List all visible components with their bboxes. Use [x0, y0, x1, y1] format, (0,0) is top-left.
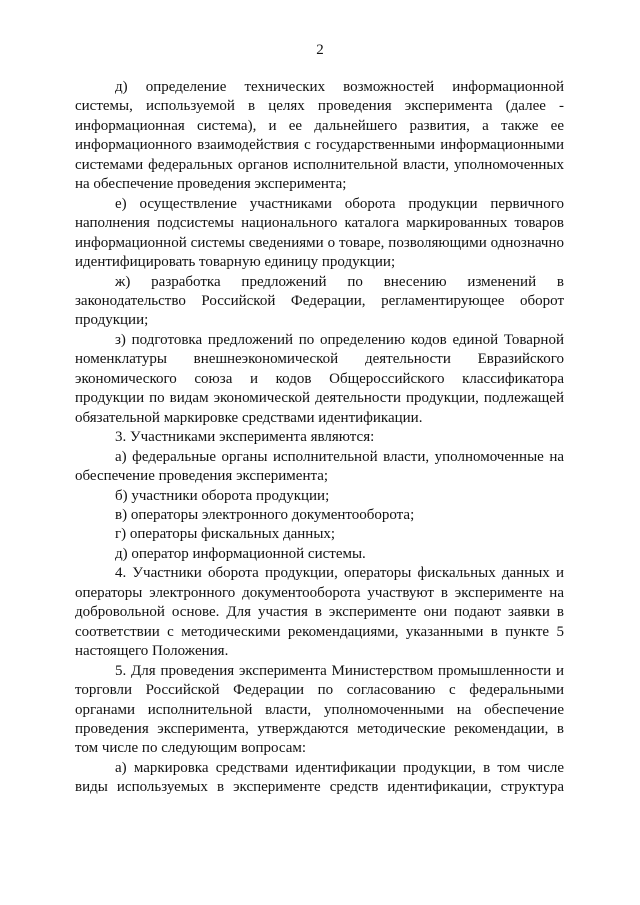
paragraph-3d-system-operator: д) оператор информационной системы. [115, 545, 366, 562]
paragraph-z-classification-codes: з) подготовка предложений по определению кодов единой Товарной номенклатуры внешнеэкономической деятельности Евразийского экономического союза и кодов Общероссийского классификатора продукции по видам экономической деятельности продукции, подлежащей обязательной маркировке средствами идентификации. [75, 331, 564, 426]
paragraph-3a-federal-bodies: а) федеральные органы исполнительной власти, уполномоченные на обеспечение проведения эксперимента; [75, 448, 564, 485]
paragraph-4-voluntary-participation: 4. Участники оборота продукции, операторы фискальных данных и операторы электронного документооборота участвуют в эксперименте на добровольной основе. Для участия в эксперименте они подают заявки в соответствии с методическими рекомендациями, указанными в пункте 5 настоящего Положения. [75, 565, 564, 660]
paragraph-zh-legislation-proposals: ж) разработка предложений по внесению изменений в законодательство Российской Федерации, регламентирующее оборот продукции; [75, 273, 564, 329]
paragraph-3-participants-heading: 3. Участниками эксперимента являются: [115, 429, 375, 446]
document-body [75, 78, 564, 798]
paragraph-3b-turnover-participants: б) участники оборота продукции; [115, 487, 330, 504]
paragraph-3v-edo-operators: в) операторы электронного документооборота; [115, 506, 415, 523]
paragraph-3g-fiscal-operators: г) операторы фискальных данных; [115, 526, 336, 543]
paragraph-5-methodical-recommendations: 5. Для проведения эксперимента Министерством промышленности и торговли Российской Федерации по согласованию с федеральными органами исполнительной власти, уполномоченными на обеспечение проведения эксперимента, утверждаются методические рекомендации, в том числе по следующим вопросам: [75, 662, 564, 757]
paragraph-5a-marking-means: а) маркировка средствами идентификации продукции, в том числе виды используемых в эксперименте средств идентификации, структура [75, 759, 564, 796]
paragraph-e-catalog-filling: е) осуществление участниками оборота продукции первичного наполнения подсистемы национального каталога маркированных товаров информационной системы сведениями о товаре, позволяющими однозначно идентифицировать товарную единицу продукции; [75, 195, 564, 271]
page-number: 2 [316, 42, 324, 58]
paragraph-d-technical-capabilities: д) определение технических возможностей информационной системы, используемой в целях проведения эксперимента (далее - информационная система), и ее дальнейшего развития, а также ее информационного взаимодействия с государственными информационными системами федеральных органов исполнительной власти, уполномоченных на обеспечение проведения эксперимента; [75, 79, 564, 193]
